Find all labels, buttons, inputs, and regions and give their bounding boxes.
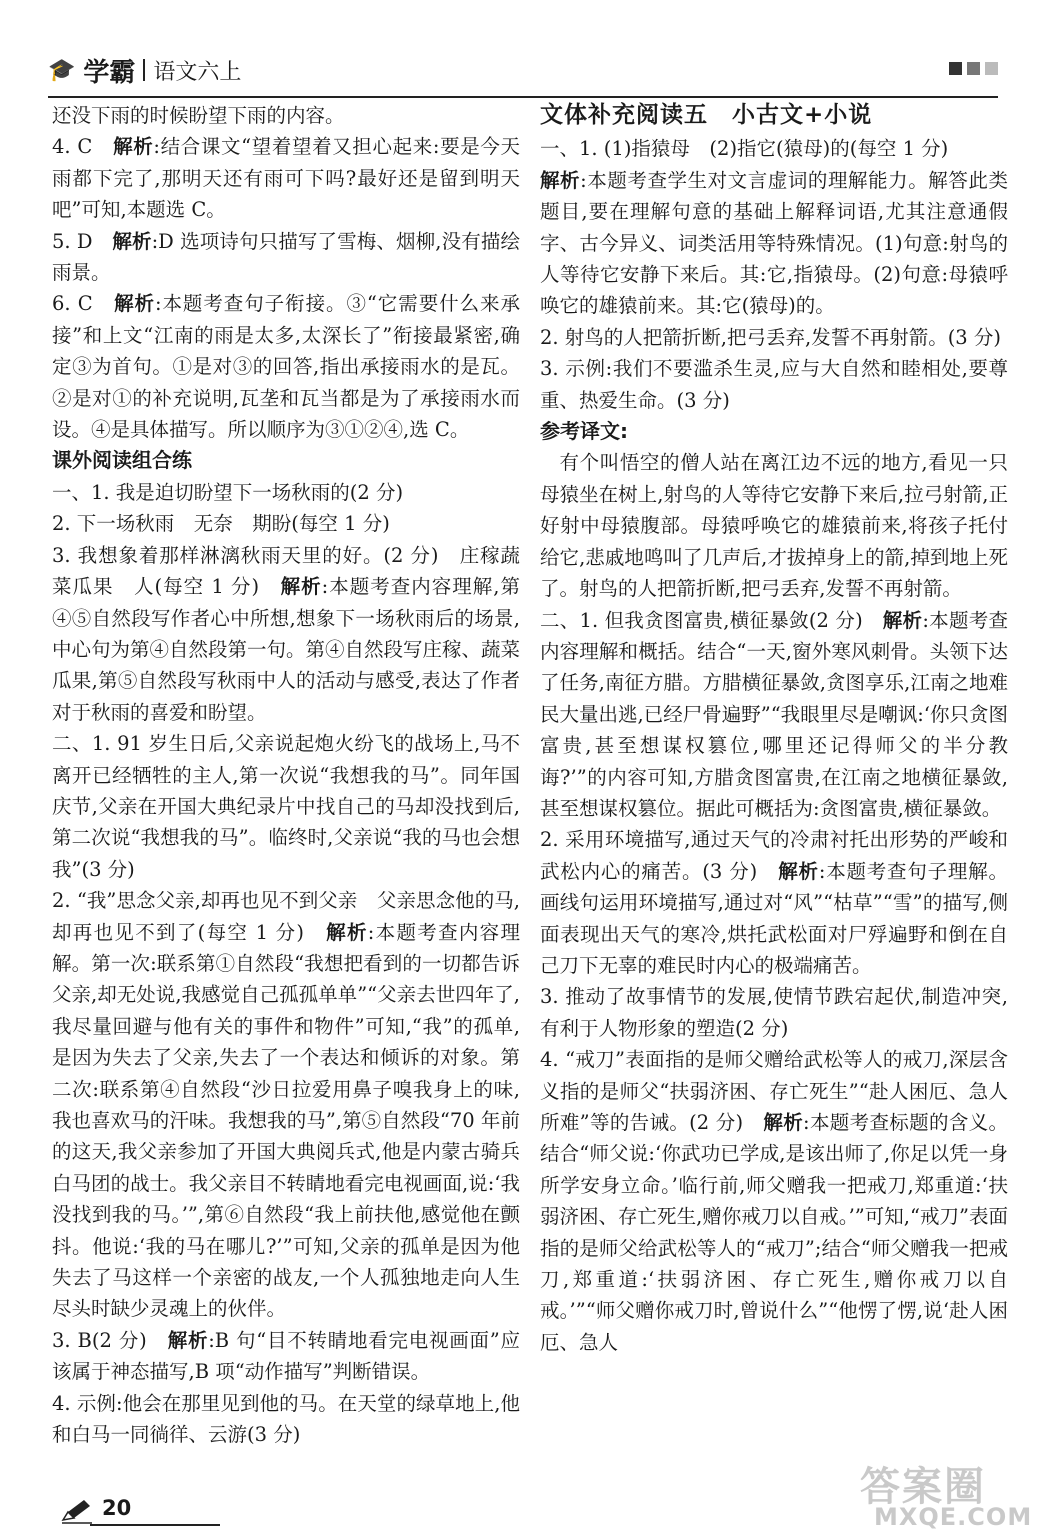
section-title: 文体补充阅读五 小古文+小说 <box>540 102 873 128</box>
answer-r1: 一、1. (1)指猿母 (2)指它(猿母)的(每空 1 分) <box>540 137 949 161</box>
answer-r2: 解析:本题考查学生对文言虚词的理解能力。解答此类题目,要在理解句意的基础上解释词语,尤其注意通假字、古今异义、词类活用等特殊情况。(1)句意:射鸟的人等待它安静下来后。其:它,指猿母。(2)句意:母猿呼唤它的雄猿前来。其:它(猿母)的。 <box>540 168 1008 318</box>
translation-heading: 参考译文: <box>540 419 628 444</box>
answer-r4: 3. 示例:我们不要滥杀生灵,应与大自然和睦相处,要尊重、热爱生命。(3 分) <box>540 357 1008 412</box>
subject-label: 语文六上 <box>153 59 242 85</box>
header-separator <box>143 59 145 81</box>
page-header <box>48 46 998 96</box>
answer-q4: 二、1. 91 岁生日后,父亲说起炮火纷飞的战场上,马不离开已经牺牲的主人,第一次说“我想我的马”。同年国庆节,父亲在开国大典纪录片中找自己的马却没找到后,第二次说“我想我的马”。临终时,父亲说“我的马也会想我”(3 分) <box>52 732 520 881</box>
answer-4: 4. C 解析:结合课文“望着望着又担心起来:要是今天雨都下完了,那明天还有雨可下吗?最好还是留到明天吧”可知,本题选 C。 <box>52 135 520 222</box>
footer-rule <box>90 1524 220 1526</box>
header-decoration <box>949 62 998 75</box>
answer-6: 6. C 解析:本题考查句子衔接。③“它需要什么来承接”和上文“江南的雨是太多,太深长了”衔接最紧密,确定③为首句。①是对③的回答,指出承接雨水的是瓦。②是对①的补充说明,瓦垄和瓦当都是为了承接雨水而设。④是具体描写。所以顺序为③①②④,选 C。 <box>52 292 520 442</box>
brand-name: 学霸 <box>83 57 136 88</box>
brand-logo <box>48 52 241 88</box>
page-number: 20 <box>102 1496 132 1520</box>
right-column <box>540 100 1008 1358</box>
answer-q3: 3. 我想象着那样淋漓秋雨天里的好。(2 分) 庄稼蔬菜瓜果 人(每空 1 分) 解析:本题考查内容理解,第④⑤自然段写作者心中所想,想象下一场秋雨后的场景,中心句为第④自然段第一句。第④自然段写庄稼、蔬菜瓜果,第⑤自然段写秋雨中人的活动与感受,表达了作者对于秋雨的喜爱和盼望。 <box>52 543 521 724</box>
square-dark-icon <box>949 62 962 75</box>
translation-text: 有个叫悟空的僧人站在离江边不远的地方,看见一只母猿坐在树上,射鸟的人等待它安静下来后,拉弓射箭,正好射中母猿腹部。母猿呼唤它的雄猿前来,将孩子托付给它,悲戚地鸣叫了几声后,才拔掉身上的箭,掉到地上死了。射鸟的人把箭折断,把弓丢弃,发誓不再射箭。 <box>540 451 1008 601</box>
graduation-cap-icon: 🎓 <box>48 57 76 83</box>
left-column <box>52 100 520 1450</box>
section-heading: 课外阅读组合练 <box>52 448 192 473</box>
header-rule <box>48 96 998 98</box>
pencil-icon <box>60 1498 94 1524</box>
watermark-url: MXQE.COM <box>874 1503 1033 1531</box>
watermark-text: 答案圈 <box>860 1464 986 1510</box>
answer-q7: 4. 示例:他会在那里见到他的马。在天堂的绿草地上,他和白马一同徜徉、云游(3 分) <box>52 1391 520 1447</box>
answer-q5: 2. “我”思念父亲,却再也见不到父亲 父亲思念他的马,却再也见不到了(每空 1 分) 解析:本题考查内容理解。第一次:联系第①自然段“我想把看到的一切都告诉父亲,却无处说,我感觉自己孤孤单单”“父亲去世四年了,我尽量回避与他有关的事件和物件”可知,“我”的孤单,是因为失去了父亲,失去了一个表达和倾诉的对象。第二次:联系第④自然段“沙日拉爱用鼻子嗅我身上的味,我也喜欢马的汗味。我想我的马”,第⑤自然段“70 年前的这天,我父亲参加了开国大典阅兵式,他是内蒙古骑兵白马团的战士。我父亲目不转睛地看完电视画面,说:‘我没找到我的马。’”,第⑥自然段“我上前扶他,感觉他在颤抖。他说:‘我的马在哪儿?’”可知,父亲的孤单是因为他失去了马这样一个亲密的战友,一个人孤独地走向人生尽头时缺少灵魂上的伙伴。 <box>52 889 520 1321</box>
square-mid-icon <box>967 62 980 75</box>
answer-r3: 2. 射鸟的人把箭折断,把弓丢弃,发誓不再射箭。(3 分) <box>540 325 1002 349</box>
page-footer <box>60 1494 180 1530</box>
answer-r7: 2. 采用环境描写,通过天气的冷肃衬托出形势的严峻和武松内心的痛苦。(3 分) 解析:本题考查句子理解。画线句运用环境描写,通过对“风”“枯草”“雪”的描写,侧面表现出天气的寒冷,烘托武松面对尸殍遍野和倒在自己刀下无辜的难民时内心的极端痛苦。 <box>540 828 1008 977</box>
answer-r9: 4. “戒刀”表面指的是师父赠给武松等人的戒刀,深层含义指的是师父“扶弱济困、存亡死生”“赴人困厄、急人所难”等的告诫。(2 分) 解析:本题考查标题的含义。结合“师父说:‘你武功已学成,是该出师了,你足以凭一身所学安身立命。’临行前,师父赠我一把戒刀,郑重道:‘扶弱济困、存亡死生,赠你戒刀以自戒。’”可知,“戒刀”表面指的是师父给武松等人的“戒刀”;结合“师父赠我一把戒刀,郑重道:‘扶弱济困、存亡死生,赠你戒刀以自戒。’”“师父赠你戒刀时,曾说什么”“他愣了愣,说‘赴人困厄、急人 <box>540 1048 1008 1354</box>
square-light-icon <box>985 62 998 75</box>
watermark <box>830 1455 1033 1535</box>
answer-r8: 3. 推动了故事情节的发展,使情节跌宕起伏,制造冲突,有利于人物形象的塑造(2 分) <box>540 985 1008 1040</box>
answer-q2: 2. 下一场秋雨 无奈 期盼(每空 1 分) <box>52 512 390 536</box>
answer-5: 5. D 解析:D 选项诗句只描写了雪梅、烟柳,没有描绘雨景。 <box>52 229 520 285</box>
answer-paragraph: 还没下雨的时候盼望下雨的内容。 <box>52 104 345 127</box>
answer-q6: 3. B(2 分) 解析:B 句“目不转睛地看完电视画面”应该属于神态描写,B 项“动作描写”判断错误。 <box>52 1328 520 1384</box>
answer-q1: 一、1. 我是迫切盼望下一场秋雨的(2 分) <box>52 480 404 504</box>
answer-r6: 二、1. 但我贪图富贵,横征暴敛(2 分) 解析:本题考查内容理解和概括。结合“一天,窗外寒风刺骨。头领下达了任务,南征方腊。方腊横征暴敛,贪图享乐,江南之地难民大量出逃,已经尸骨遍野”“我眼里尽是嘲讽:‘你只贪图富贵,甚至想谋权篡位,哪里还记得师父的半分教诲?’”的内容可知,方腊贪图富贵,在江南之地横征暴敛,甚至想谋权篡位。据此可概括为:贪图富贵,横征暴敛。 <box>540 608 1008 820</box>
